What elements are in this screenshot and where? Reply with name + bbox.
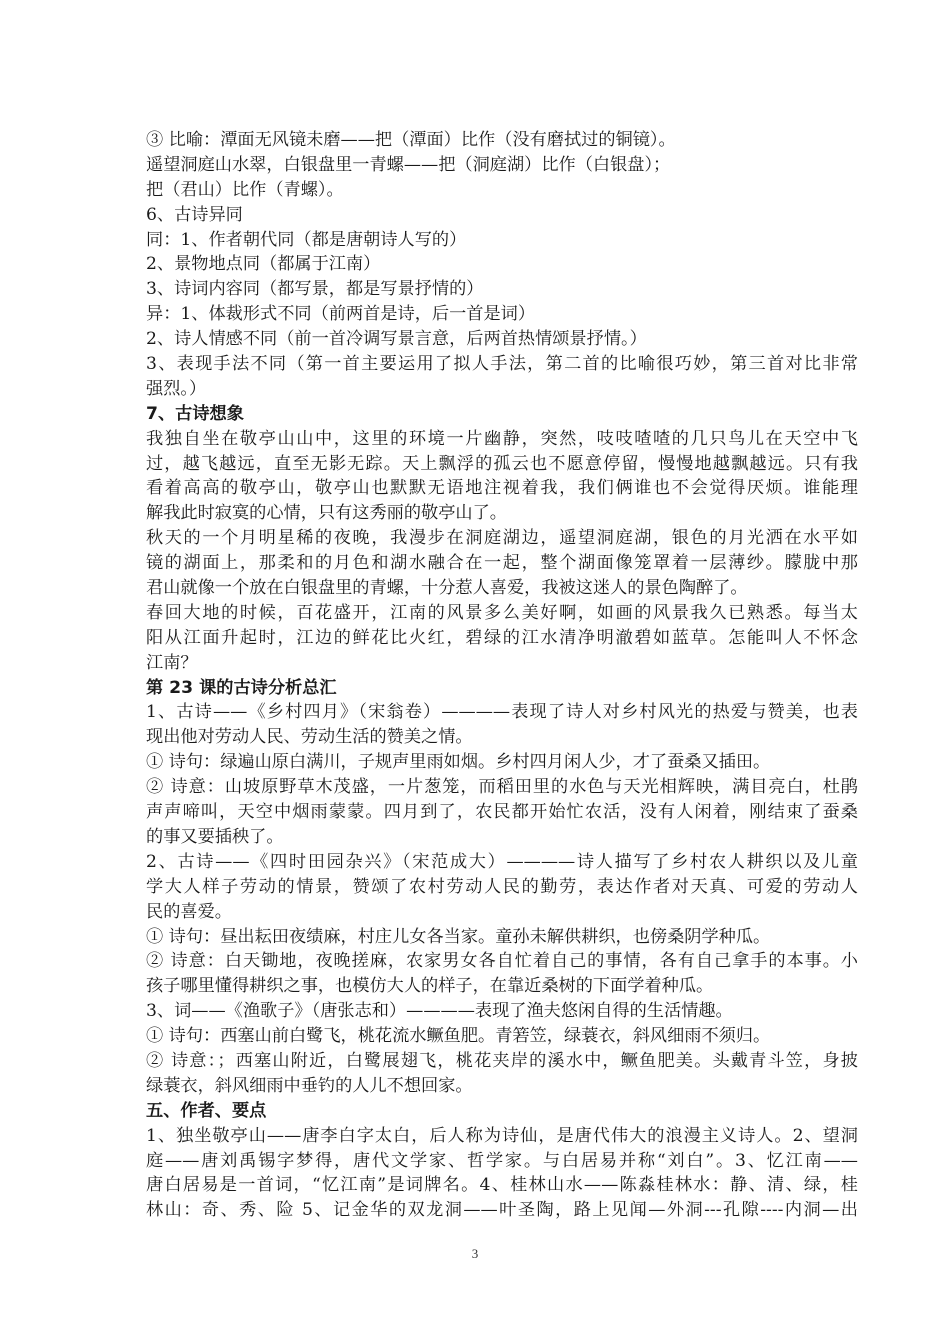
text-line: 1、古诗——《乡村四月》（宋翁卷）————表现了诗人对乡村风光的热爱与赞美，也表 [146,702,858,723]
text-line: ③ 比喻：潭面无风镜未磨——把（潭面）比作（没有磨拭过的铜镜）。 [146,130,676,150]
text-line: ② 诗意：山坡原野草木茂盛，一片葱笼，而稻田里的水色与天光相辉映，满目亮白，杜鹃 [146,777,858,798]
text-line: 6、古诗异同 [146,204,243,225]
text-line: 遥望洞庭山水翠，白银盘里一青螺——把（洞庭湖）比作（白银盘）； [146,154,671,175]
text-line: 同：1、作者朝代同（都是唐朝诗人写的） [146,229,467,250]
page-number: 3 [471,1246,479,1261]
text-line: 看着高高的敬亭山，敬亭山也默默无语地注视着我，我们俩谁也不会觉得厌烦。谁能理 [146,478,858,499]
text-line: ② 诗意：；西塞山附近，白鹭展翅飞，桃花夹岸的溪水中，鳜鱼肥美。头戴青斗笠，身披 [146,1050,858,1071]
text-line: 2、诗人情感不同（前一首冷调写景言意，后两首热情颂景抒情。） [146,329,647,350]
text-line: ① 诗句：西塞山前白鹭飞，桃花流水鳜鱼肥。青箬笠，绿蓑衣，斜风细雨不须归。 [146,1026,771,1047]
section-heading: 7、古诗想象 [146,403,244,424]
text-line: ② 诗意：白天锄地，夜晚搓麻，农家男女各自忙着自己的事情，各有自己拿手的本事。小 [146,951,858,972]
text-line: 绿蓑衣，斜风细雨中垂钓的人儿不想回家。 [146,1075,473,1096]
text-line: 庭——唐刘禹锡字梦得，唐代文学家、哲学家。与白居易并称“刘白”。3、忆江南—— [146,1150,858,1171]
text-line: 2、景物地点同（都属于江南） [146,254,381,275]
text-line: 的事又要插秧了。 [146,826,284,847]
text-line: 把（君山）比作（青螺）。 [146,179,344,200]
text-line: 3、词——《渔歌子》（唐张志和）————表现了渔夫悠闲自得的生活情趣。 [146,1001,733,1022]
section-heading: 五、作者、要点 [146,1100,267,1121]
text-line: 秋天的一个月明星稀的夜晚，我漫步在洞庭湖边，遥望洞庭湖，银色的月光洒在水平如 [146,528,858,549]
text-line: 春回大地的时候，百花盛开，江南的风景多么美好啊，如画的风景我久已熟悉。每当太 [146,602,858,623]
text-line: ① 诗句：昼出耘田夜绩麻，村庄儿女各当家。童孙未解供耕织，也傍桑阴学种瓜。 [146,926,771,947]
text-line: 1、独坐敬亭山——唐李白字太白，后人称为诗仙，是唐代伟大的浪漫主义诗人。2、望洞 [146,1125,858,1146]
text-line: 过，越飞越远，直至无影无踪。天上飘浮的孤云也不愿意停留，慢慢地越飘越远。只有我 [146,453,858,474]
text-line: 2、古诗——《四时田园杂兴》（宋范成大）————诗人描写了乡村农人耕织以及儿童 [146,851,858,872]
text-line: 阳从江面升起时，江边的鲜花比火红，碧绿的江水清净明澈碧如蓝草。怎能叫人不怀念 [146,627,858,648]
section-heading: 第 23 课的古诗分析总汇 [146,677,337,698]
text-line: ① 诗句：绿遍山原白满川，子规声里雨如烟。乡村四月闲人少，才了蚕桑又插田。 [146,752,771,773]
text-line: 3、表现手法不同（第一首主要运用了拟人手法，第二首的比喻很巧妙，第三首对比非常 [146,354,858,375]
text-line: 声声啼叫，天空中烟雨蒙蒙。四月到了，农民都开始忙农活，没有人闲着，刚结束了蚕桑 [146,802,858,823]
text-line: 林山：奇、秀、险 5、记金华的双龙洞——叶圣陶，路上见闻—外洞---孔隙----内洞—出 [146,1200,858,1221]
document-body [146,128,858,1223]
text-line: 解我此时寂寞的心情，只有这秀丽的敬亭山了。 [146,503,507,524]
text-line: 民的喜爱。 [146,901,232,922]
text-line: 我独自坐在敬亭山山中，这里的环境一片幽静，突然，吱吱喳喳的几只鸟儿在天空中飞 [146,428,858,449]
text-line: 3、诗词内容同（都写景，都是写景抒情的） [146,279,484,300]
text-line: 强烈。） [146,378,207,399]
text-line: 异：1、体裁形式不同（前两首是诗，后一首是词） [146,304,536,325]
text-line: 现出他对劳动人民、劳动生活的赞美之情。 [146,727,473,748]
text-line: 镜的湖面上，那柔和的月色和湖水融合在一起，整个湖面像笼罩着一层薄纱。朦胧中那 [146,553,858,574]
text-line: 君山就像一个放在白银盘里的青螺，十分惹人喜爱，我被这迷人的景色陶醉了。 [146,578,748,599]
text-line: 江南？ [146,652,198,673]
text-line: 学大人样子劳动的情景，赞颂了农村劳动人民的勤劳，表达作者对天真、可爱的劳动人 [146,876,858,897]
text-line: 孩子哪里懂得耕织之事，也模仿大人的样子，在靠近桑树的下面学着种瓜。 [146,976,714,997]
text-line: 唐白居易是一首词，“忆江南”是词牌名。4、桂林山水——陈淼桂林水：静、清、绿，桂 [146,1175,858,1196]
